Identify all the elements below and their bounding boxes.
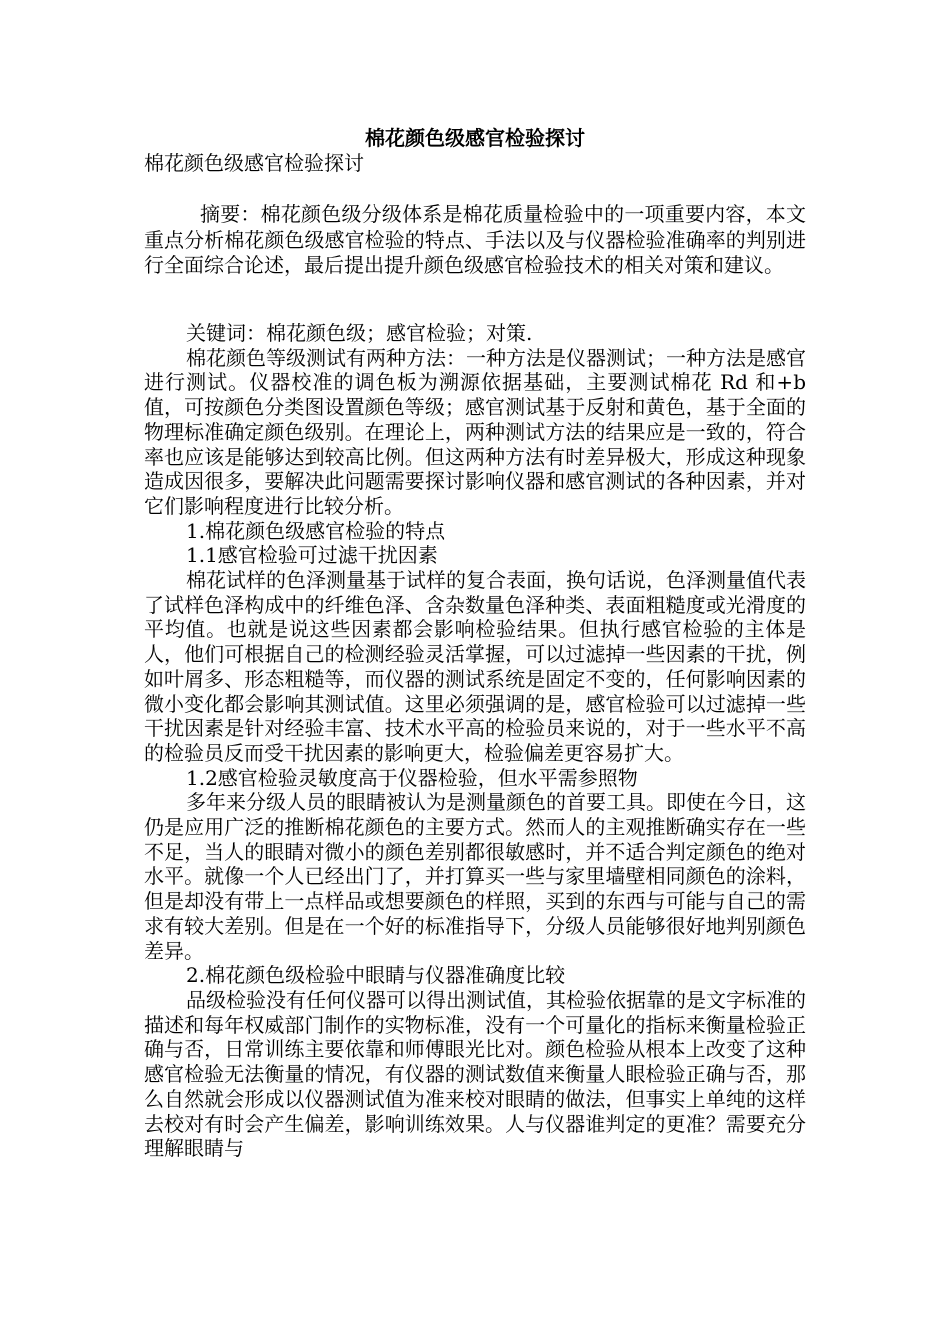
keywords-line: 关键词：棉花颜色级；感官检验；对策. bbox=[186, 321, 533, 345]
body-text bbox=[144, 321, 806, 1161]
document-subtitle: 棉花颜色级感官检验探讨 bbox=[144, 151, 364, 175]
paragraph-2: 品级检验没有任何仪器可以得出测试值，其检验依据靠的是文字标准的描述和每年权威部门制作的实物标准，没有一个可量化的指标来衡量检验正确与否，日常训练主要依靠和师傅眼光比对。颜色检验从根本上改变了这种感官检验无法衡量的情况，有仪器的测试数值来衡量人眼检验正确与否，那么自然就会形成以仪器测试值为准来校对眼睛的做法，但事实上单纯的这样去校对有时会产生偏差，影响训练效果。人与仪器谁判定的更准？需要充分理解眼睛与 bbox=[144, 987, 806, 1161]
paragraph-1-1: 棉花试样的色泽测量基于试样的复合表面，换句话说，色泽测量值代表了试样色泽构成中的纤维色泽、含杂数量色泽种类、表面粗糙度或光滑度的平均值。也就是说这些因素都会影响检验结果。但执行感官检验的主体是人，他们可根据自己的检测经验灵活掌握，可以过滤掉一些因素的干扰，例如叶屑多、形态粗糙等，而仪器的测试系统是固定不变的，任何影响因素的微小变化都会影响其测试值。这里必须强调的是，感官检验可以过滤掉一些干扰因素是针对经验丰富、技术水平高的检验员来说的，对于一些水平不高的检验员反而受干扰因素的影响更大，检验偏差更容易扩大。 bbox=[144, 568, 806, 765]
subsection-heading-1-1: 1.1感官检验可过滤干扰因素 bbox=[186, 543, 438, 568]
subsection-heading-1-2: 1.2感官检验灵敏度高于仪器检验，但水平需参照物 bbox=[186, 765, 638, 790]
section-heading-2: 2.棉花颜色级检验中眼睛与仪器准确度比较 bbox=[186, 963, 566, 988]
intro-paragraph: 棉花颜色等级测试有两种方法：一种方法是仪器测试；一种方法是感官进行测试。仪器校准的调色板为溯源依据基础，主要测试棉花 Rd 和+b 值，可按颜色分类图设置颜色等级；感官测试基于反射和黄色，基于全面的物理标准确定颜色级别。在理论上，两种测试方法的结果应是一致的，符合率也应该是能够达到较高比例。但这两种方法有时差异极大，形成这种现象造成因很多，要解决此问题需要探讨影响仪器和感官测试的各种因素，并对它们影响程度进行比较分析。 bbox=[144, 345, 806, 518]
paragraph-1-2: 多年来分级人员的眼睛被认为是测量颜色的首要工具。即使在今日，这仍是应用广泛的推断棉花颜色的主要方式。然而人的主观推断确实存在一些不足，当人的眼睛对微小的颜色差别都很敏感时，并不适合判定颜色的绝对水平。就像一个人已经出门了，并打算买一些与家里墙壁相同颜色的涂料，但是却没有带上一点样品或想要颜色的样照，买到的东西与可能与自己的需求有较大差别。但是在一个好的标准指导下，分级人员能够很好地判别颜色差异。 bbox=[144, 790, 806, 963]
document-title: 棉花颜色级感官检验探讨 bbox=[365, 126, 585, 150]
abstract-paragraph: 摘要：棉花颜色级分级体系是棉花质量检验中的一项重要内容，本文重点分析棉花颜色级感官检验的特点、手法以及与仪器检验准确率的判别进行全面综合论述，最后提出提升颜色级感官检验技术的相关对策和建议。 bbox=[144, 202, 806, 277]
section-heading-1: 1.棉花颜色级感官检验的特点 bbox=[186, 518, 446, 543]
